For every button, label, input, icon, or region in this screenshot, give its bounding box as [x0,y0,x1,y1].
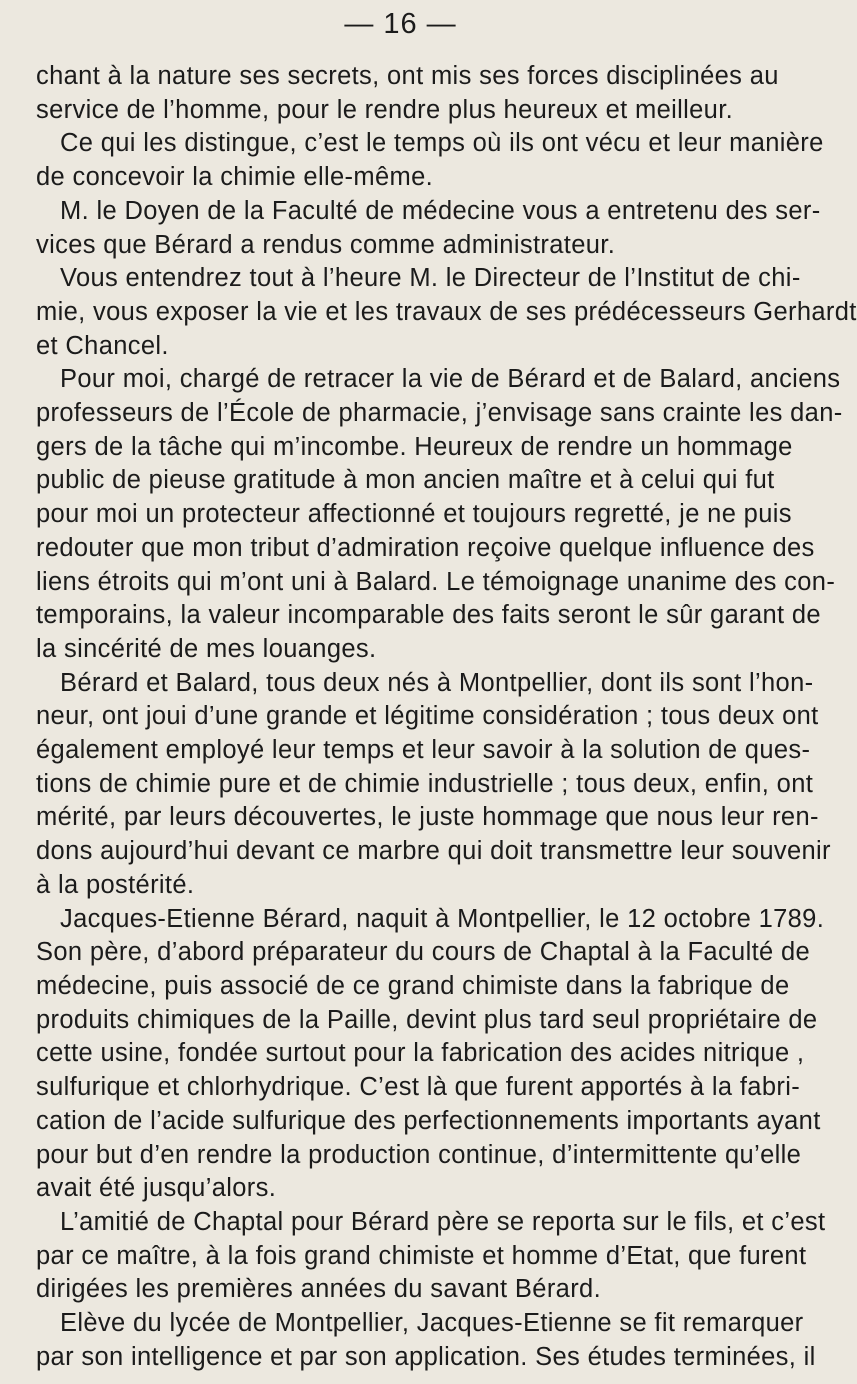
text-line: professeurs de l’École de pharmacie, j’envisage sans crainte les dan- [36,399,843,428]
text-line: de concevoir la chimie elle-même. [36,163,434,192]
text-line: produits chimiques de la Paille, devint plus tard seul propriétaire de [36,1005,818,1034]
page-number: — 16 — [344,8,457,40]
text-line: tions de chimie pure et de chimie industrielle ; tous deux, enfin, ont [36,769,814,798]
text-line: Bérard et Balard, tous deux nés à Montpellier, dont ils sont l’hon- [60,668,814,697]
text-line: neur, ont joui d’une grande et légitime considération ; tous deux ont [36,702,819,731]
text-line: cette usine, fondée surtout pour la fabrication des acides nitrique , [36,1039,805,1068]
text-line: mérité, par leurs découvertes, le juste hommage que nous leur ren- [36,803,819,832]
text-line: par ce maître, à la fois grand chimiste et homme d’Etat, que furent [36,1241,807,1270]
text-line: M. le Doyen de la Faculté de médecine vous a entretenu des ser- [60,196,821,225]
text-line: pour moi un protecteur affectionné et toujours regretté, je ne puis [36,500,792,529]
text-line: liens étroits qui m’ont uni à Balard. Le témoignage unanime des con- [36,567,836,596]
text-line: également employé leur temps et leur savoir à la solution de ques- [36,736,811,765]
text-line: Son père, d’abord préparateur du cours de Chaptal à la Faculté de [36,938,811,967]
text-line: redouter que mon tribut d’admiration reçoive quelque influence des [36,533,815,562]
text-line: mie, vous exposer la vie et les travaux de ses prédécesseurs Gerhardt [36,297,857,326]
text-line: dons aujourd’hui devant ce marbre qui doit transmettre leur souvenir [36,837,831,866]
text-line: Elève du lycée de Montpellier, Jacques-Etienne se fit remarquer [60,1309,804,1338]
text-line: dirigées les premières années du savant Bérard. [36,1275,601,1304]
text-line: chant à la nature ses secrets, ont mis ses forces disciplinées au [36,62,779,90]
text-line: vices que Bérard a rendus comme administrateur. [36,230,616,259]
text-line: sulfurique et chlorhydrique. C’est là que furent apportés à la fabri- [36,1073,801,1102]
text-line: service de l’homme, pour le rendre plus heureux et meilleur. [36,95,734,124]
text-line: médecine, puis associé de ce grand chimiste dans la fabrique de [36,971,790,1000]
text-line: Vous entendrez tout à l’heure M. le Directeur de l’Institut de chi- [60,264,801,293]
text-line: temporains, la valeur incomparable des faits seront le sûr garant de [36,601,821,630]
text-line: et Chancel. [36,331,169,360]
text-line: Ce qui les distingue, c’est le temps où ils ont vécu et leur manière [60,129,824,158]
text-line: gers de la tâche qui m’incombe. Heureux de rendre un hommage [36,432,793,461]
text-line: par son intelligence et par son application. Ses études terminées, il [36,1342,816,1371]
text-line: L’amitié de Chaptal pour Bérard père se reporta sur le fils, et c’est [60,1207,826,1236]
text-line: la sincérité de mes louanges. [36,634,377,663]
text-line: Jacques-Etienne Bérard, naquit à Montpellier, le 12 octobre 1789. [60,904,825,933]
text-line: à la postérité. [36,870,195,899]
text-line: cation de l’acide sulfurique des perfectionnements importants ayant [36,1106,821,1135]
text-body [36,60,857,1374]
text-line: public de pieuse gratitude à mon ancien maître et à celui qui fut [36,466,775,495]
text-line: avait été jusqu’alors. [36,1174,277,1203]
text-line: pour but d’en rendre la production continue, d’intermittente qu’elle [36,1140,802,1169]
text-line: Pour moi, chargé de retracer la vie de Bérard et de Balard, anciens [60,365,841,394]
